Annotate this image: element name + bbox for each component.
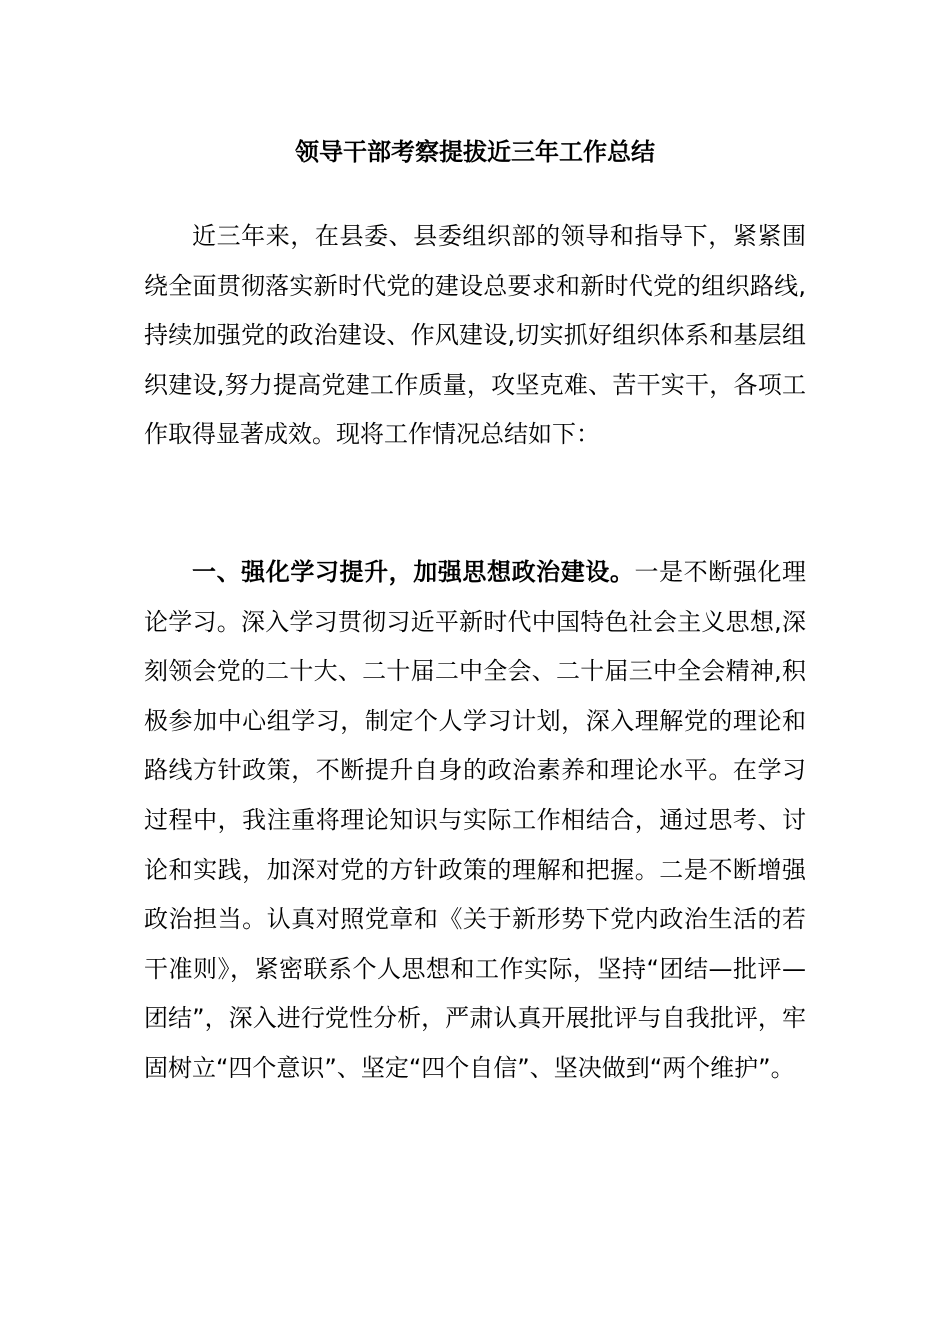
section-1-heading: 一、强化学习提升，加强思想政治建设。: [192, 558, 635, 586]
section-1-body: 一是不断强化理论学习。深入学习贯彻习近平新时代中国特色社会主义思想,深刻领会党的二十大、二十届二中全会、二十届三中全会精神,积极参加中心组学习，制定个人学习计划，深入理解党的理论和路线方针政策，不断提升自身的政治素养和理论水平。在学习过程中，我注重将理论知识与实际工作相结合，通过思考、讨论和实践，加深对党的方针政策的理解和把握。二是不断增强政治担当。认真对照党章和《关于新形势下党内政治生活的若干准则》，紧密联系个人思想和工作实际，坚持“团结—批评—团结”，深入进行党性分析，严肃认真开展批评与自我批评，牢固树立“四个意识”、坚定“四个自信”、坚决做到“两个维护”。: [144, 558, 806, 1082]
section-1-paragraph: [144, 548, 806, 1094]
intro-paragraph: 近三年来，在县委、县委组织部的领导和指导下，紧紧围绕全面贯彻落实新时代党的建设总要求和新时代党的组织路线,持续加强党的政治建设、作风建设,切实抓好组织体系和基层组织建设,努力提高党建工作质量，攻坚克难、苦干实干，各项工作取得显著成效。现将工作情况总结如下：: [144, 222, 806, 449]
document-title: 领导干部考察提拔近三年工作总结: [295, 138, 655, 166]
